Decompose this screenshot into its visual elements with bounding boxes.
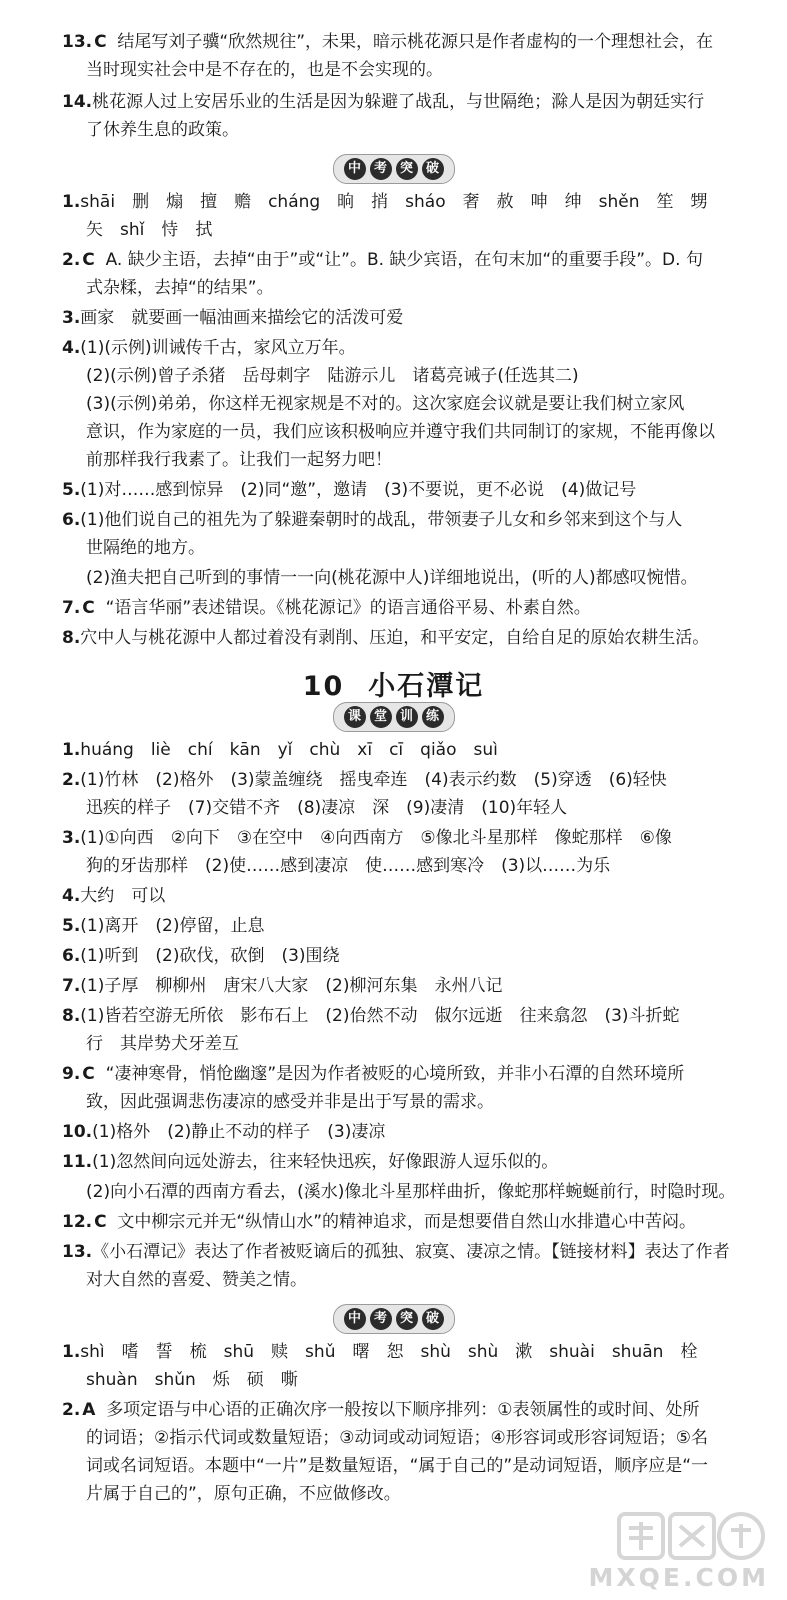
answer-text: (1)(示例)训诫传千古，家风立万年。 [80, 338, 356, 358]
section-label-char: 考 [370, 1308, 392, 1330]
answer-text: (1)离开 (2)停留，止息 [80, 916, 265, 936]
question-number: 4. [62, 338, 81, 358]
question-number: 10. [62, 1122, 93, 1142]
answer-continuation-line [86, 57, 726, 83]
section-label [0, 154, 787, 184]
answer-continuation-line [86, 217, 726, 243]
answer-continuation-line [86, 391, 726, 417]
answer-continuation-line [86, 1089, 726, 1115]
watermark-logo-icon [617, 1508, 767, 1564]
answer-line [62, 477, 726, 503]
answer-continuation-line [86, 1267, 726, 1293]
answer-continuation-line [86, 419, 726, 445]
answer-line [62, 883, 726, 909]
answer-line [62, 767, 726, 793]
section-label-badge [333, 1304, 455, 1334]
answer-continuation-line [86, 1481, 726, 1507]
answer-text: 了休养生息的政策。 [86, 120, 239, 140]
answer-text: 穴中人与桃花源中人都过着没有剥削、压迫，和平安定，自给自足的原始农耕生活。 [80, 628, 710, 648]
answer-text: (3)(示例)弟弟，你这样无视家规是不对的。这次家庭会议就是要让我们树立家风 [86, 394, 685, 414]
question-number: 11. [62, 1152, 93, 1172]
answer-continuation-line [86, 1031, 726, 1057]
answer-text: (1)对……感到惊异 (2)同“邀”，邀请 (3)不要说，更不必说 (4)做记号 [80, 480, 637, 500]
answer-text: 词或名词短语。本题中“一片”是数量短语，“属于自己的”是动词短语，顺序应是“一 [86, 1456, 709, 1476]
answer-text: 结尾写刘子骥“欣然规往”，未果，暗示桃花源只是作者虚构的一个理想社会，在 [117, 32, 714, 52]
answer-text: 片属于自己的”，原句正确，不应做修改。 [86, 1484, 401, 1504]
question-number: 8. [62, 1006, 81, 1026]
watermark-text: MXQE.COM [588, 1563, 769, 1592]
answer-text: 世隔绝的地方。 [86, 538, 205, 558]
question-number: 1. [62, 1342, 81, 1362]
answer-line [62, 189, 726, 215]
answer-text: 大约 可以 [80, 886, 166, 906]
answer-text: 矢 shǐ 恃 拭 [86, 220, 213, 240]
question-number: 1. [62, 192, 81, 212]
answer-continuation-line [86, 795, 726, 821]
answer-text: 的词语；②指示代词或数量短语；③动词或动词短语；④形容词或形容词短语；⑤名 [86, 1428, 708, 1448]
question-number: 4. [62, 886, 81, 906]
answer-text: 对大自然的喜爱、赞美之情。 [86, 1270, 307, 1290]
question-number: 2. [62, 770, 81, 790]
answer-text: 行 其岸势犬牙差互 [86, 1034, 239, 1054]
answer-line [62, 625, 726, 651]
answer-text: 文中柳宗元并无“纵情山水”的精神追求，而是想要借自然山水排遣心中苦闷。 [117, 1212, 697, 1232]
answer-text: shāi 删 煽 擅 赡 cháng 晌 捎 sháo 奢 赦 呻 绅 shěn 笙 甥 [80, 192, 708, 212]
answer-text: (1)竹林 (2)格外 (3)蒙盖缠绕 摇曳牵连 (4)表示约数 (5)穿透 (6)轻快 [80, 770, 667, 790]
answer-text: (2)向小石潭的西南方看去，(溪水)像北斗星那样曲折，像蛇那样蜿蜒前行，时隐时现。 [86, 1182, 736, 1202]
answer-text: 桃花源人过上安居乐业的生活是因为躲避了战乱，与世隔绝；滁人是因为朝廷实行 [92, 92, 705, 112]
answer-text: 前那样我行我素了。让我们一起努力吧！ [86, 450, 392, 470]
answer-line [62, 1339, 726, 1365]
answer-line [62, 1397, 726, 1423]
answer-line [62, 1209, 726, 1235]
question-number: 3. [62, 308, 81, 328]
answer-text: (1)子厚 柳柳州 唐宋八大家 (2)柳河东集 永州八记 [80, 976, 503, 996]
answer-continuation-line [86, 535, 726, 561]
answer-text: shì 嗜 誓 梳 shū 赎 shǔ 曙 恕 shù shù 漱 shuài shuān 栓 [80, 1342, 698, 1362]
answer-continuation-line [86, 275, 726, 301]
chapter-number: 10 [302, 671, 345, 702]
answer-line [62, 737, 726, 763]
answer-line [62, 247, 726, 273]
answer-continuation-line [86, 1425, 726, 1451]
answer-choice: C [82, 250, 95, 270]
answer-choice: A [82, 1400, 96, 1420]
question-number: 2. [62, 250, 81, 270]
section-label-char: 中 [344, 1308, 366, 1330]
answer-continuation-line [86, 1453, 726, 1479]
answer-choice: C [82, 598, 95, 618]
answer-continuation-line [86, 447, 726, 473]
question-number: 3. [62, 828, 81, 848]
chapter-title [0, 664, 787, 703]
question-number: 5. [62, 480, 81, 500]
section-label-char: 中 [344, 158, 366, 180]
section-label-char: 考 [370, 158, 392, 180]
question-number: 5. [62, 916, 81, 936]
answer-text: 当时现实社会中是不存在的，也是不会实现的。 [86, 60, 443, 80]
answer-text: 画家 就要画一幅油画来描绘它的活泼可爱 [80, 308, 404, 328]
answer-continuation-line [86, 363, 726, 389]
section-label-char: 练 [422, 706, 444, 728]
answer-text: (2)渔夫把自己听到的事情一一向(桃花源中人)详细地说出，(听的人)都感叹惋惜。 [86, 568, 698, 588]
answer-line [62, 507, 726, 533]
answer-text: (1)他们说自己的祖先为了躲避秦朝时的战乱，带领妻子儿女和乡邻来到这个与人 [80, 510, 683, 530]
answer-line [62, 1003, 726, 1029]
answer-line [62, 1119, 726, 1145]
answer-text: shuàn shǔn 烁 硕 嘶 [86, 1370, 298, 1390]
question-number: 7. [62, 598, 81, 618]
answer-line [62, 913, 726, 939]
answer-continuation-line [86, 117, 726, 143]
answer-continuation-line [86, 853, 726, 879]
answer-line [62, 973, 726, 999]
answer-line [62, 825, 726, 851]
answer-text: huáng liè chí kān yǐ chù xī cī qiǎo suì [80, 740, 498, 760]
answer-text: 迅疾的样子 (7)交错不齐 (8)凄凉 深 (9)凄清 (10)年轻人 [86, 798, 568, 818]
answer-continuation-line [86, 565, 726, 591]
question-number: 13. [62, 1242, 93, 1262]
section-label-char: 突 [396, 1308, 418, 1330]
section-label-char: 突 [396, 158, 418, 180]
section-label-char: 堂 [370, 706, 392, 728]
section-label-char: 课 [344, 706, 366, 728]
answer-text: (1)格外 (2)静止不动的样子 (3)凄凉 [92, 1122, 386, 1142]
answer-line [62, 89, 726, 115]
question-number: 12. [62, 1212, 93, 1232]
answer-text: “凄神寒骨，悄怆幽邃”是因为作者被贬的心境所致，并非小石潭的自然环境所 [105, 1064, 685, 1084]
answer-choice: C [94, 1212, 107, 1232]
chapter-name: 小石潭记 [368, 671, 485, 702]
section-label-badge [333, 702, 455, 732]
answer-text: 致，因此强调悲伤凄凉的感受并非是出于写景的需求。 [86, 1092, 494, 1112]
answer-line [62, 29, 726, 55]
question-number: 2. [62, 1400, 81, 1420]
answer-line [62, 1061, 726, 1087]
answer-line [62, 1239, 730, 1265]
section-label-badge [333, 154, 455, 184]
answer-line [62, 305, 726, 331]
answer-text: 多项定语与中心语的正确次序一般按以下顺序排列：①表领属性的或时间、处所 [106, 1400, 700, 1420]
answer-line [62, 335, 726, 361]
section-label-char: 破 [422, 1308, 444, 1330]
question-number: 14. [62, 92, 93, 112]
answer-text: 式杂糅，去掉“的结果”。 [86, 278, 274, 298]
answer-text: (1)忽然间向远处游去，往来轻快迅疾，好像跟游人逗乐似的。 [92, 1152, 559, 1172]
answer-text: 《小石潭记》表达了作者被贬谪后的孤独、寂寞、凄凉之情。【链接材料】表达了作者 [92, 1242, 730, 1262]
answer-line [62, 943, 726, 969]
answer-line [62, 595, 726, 621]
answer-text: A. 缺少主语，去掉“由于”或“让”。B. 缺少宾语，在句末加“的重要手段”。D. 句 [105, 250, 703, 270]
answer-text: (2)(示例)曾子杀猪 岳母刺字 陆游示儿 诸葛亮诫子(任选其二) [86, 366, 579, 386]
answer-continuation-line [86, 1367, 726, 1393]
watermark [579, 1508, 779, 1594]
answer-text: 意识，作为家庭的一员，我们应该积极响应并遵守我们共同制订的家规，不能再像以 [86, 422, 715, 442]
question-number: 1. [62, 740, 81, 760]
question-number: 6. [62, 946, 81, 966]
answer-text: (1)①向西 ②向下 ③在空中 ④向西南方 ⑤像北斗星那样 像蛇那样 ⑥像 [80, 828, 672, 848]
answer-choice: C [94, 32, 107, 52]
answer-text: “语言华丽”表述错误。《桃花源记》的语言通俗平易、朴素自然。 [105, 598, 591, 618]
section-label [0, 702, 787, 732]
answer-text: 狗的牙齿那样 (2)使……感到凄凉 使……感到寒冷 (3)以……为乐 [86, 856, 611, 876]
question-number: 6. [62, 510, 81, 530]
question-number: 8. [62, 628, 81, 648]
answer-text: (1)听到 (2)砍伐，砍倒 (3)围绕 [80, 946, 340, 966]
answer-choice: C [82, 1064, 95, 1084]
answer-continuation-line [86, 1179, 736, 1205]
question-number: 9. [62, 1064, 81, 1084]
answer-line [62, 1149, 726, 1175]
question-number: 13. [62, 32, 93, 52]
answer-text: (1)皆若空游无所依 影布石上 (2)佁然不动 俶尔远逝 往来翕忽 (3)斗折蛇 [80, 1006, 680, 1026]
section-label-char: 破 [422, 158, 444, 180]
section-label [0, 1304, 787, 1334]
question-number: 7. [62, 976, 81, 996]
section-label-char: 训 [396, 706, 418, 728]
